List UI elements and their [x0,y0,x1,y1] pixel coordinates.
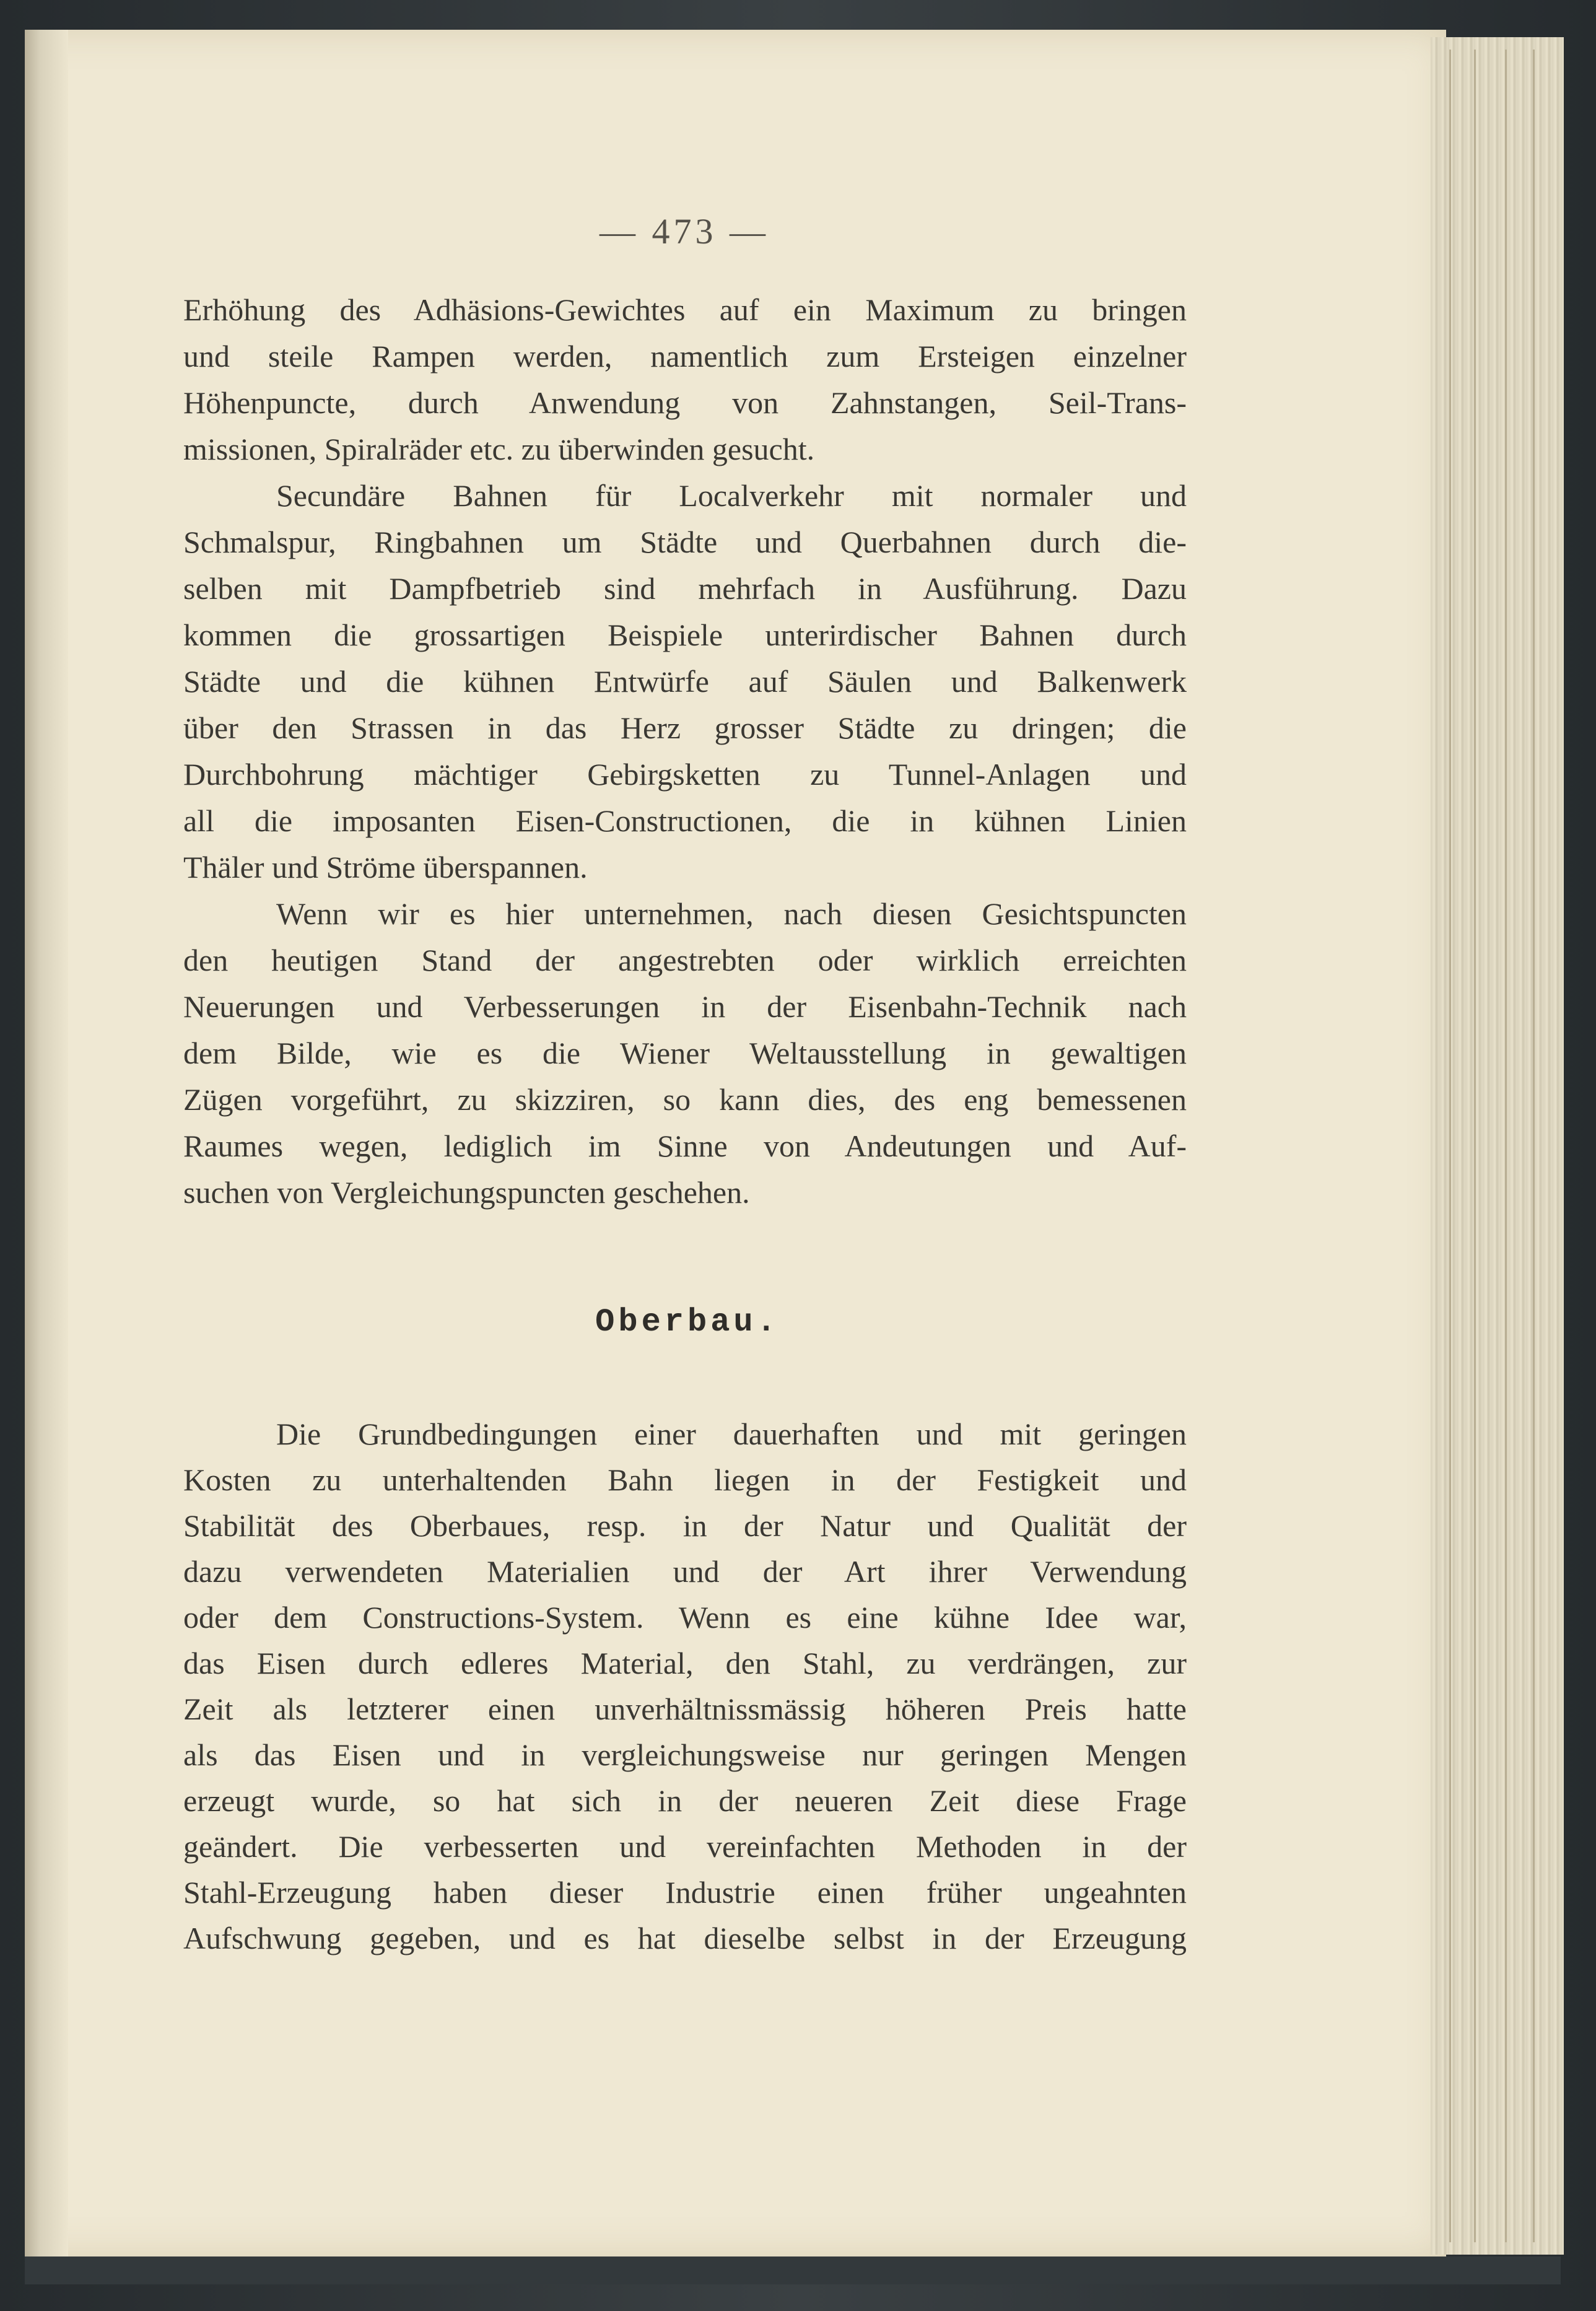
text-line: Schmalspur, Ringbahnen um Städte und Querbahnen durch die- [183,525,1187,559]
text-line: als das Eisen und in vergleichungsweise nur geringen Mengen [183,1737,1187,1772]
text-line: das Eisen durch edleres Material, den Stahl, zu verdrängen, zur [183,1646,1187,1680]
text-line: kommen die grossartigen Beispiele unterirdischer Bahnen durch [183,618,1187,652]
text-line: über den Strassen in das Herz grosser Städte zu dringen; die [183,710,1187,745]
text-line: Erhöhung des Adhäsions-Gewichtes auf ein Maximum zu bringen [183,292,1187,327]
text-line: Städte und die kühnen Entwürfe auf Säulen und Balkenwerk [183,664,1187,699]
text-line: Wenn wir es hier unternehmen, nach diesen Gesichtspuncten [276,896,1187,931]
text-line: Stabilität des Oberbaues, resp. in der Natur und Qualität der [183,1508,1187,1543]
text-line: selben mit Dampfbetrieb sind mehrfach in Ausführung. Dazu [183,571,1187,606]
text-line: Thäler und Ströme überspannen. [183,850,588,885]
text-line: Stahl-Erzeugung haben dieser Industrie einen früher ungeahnten [183,1875,1187,1910]
text-line: den heutigen Stand der angestrebten oder wirklich erreichten [183,943,1187,977]
text-line: Die Grundbedingungen einer dauerhaften und mit geringen [276,1417,1187,1451]
text-line: erzeugt wurde, so hat sich in der neueren Zeit diese Frage [183,1783,1187,1818]
text-line: Neuerungen und Verbesserungen in der Eisenbahn-Technik nach [183,989,1187,1024]
text-line: geändert. Die verbesserten und vereinfachten Methoden in der [183,1829,1187,1864]
text-line: dem Bilde, wie es die Wiener Weltausstellung in gewaltigen [183,1036,1187,1070]
text-line: all die imposanten Eisen-Constructionen, die in kühnen Linien [183,803,1187,838]
text-line: Durchbohrung mächtiger Gebirgsketten zu Tunnel-Anlagen und [183,757,1187,792]
section-heading: Oberbau. [595,1304,780,1340]
text-line: Raumes wegen, lediglich im Sinne von Andeutungen und Auf- [183,1129,1187,1163]
text-line: Aufschwung gegeben, und es hat dieselbe selbst in der Erzeugung [183,1921,1187,1955]
text-line: dazu verwendeten Materialien und der Art ihrer Verwendung [183,1554,1187,1589]
text-line: Zeit als letzterer einen unverhältnissmässig höheren Preis hatte [183,1692,1187,1726]
page-gutter [25,30,68,2256]
text-line: suchen von Vergleichungspuncten geschehen. [183,1175,750,1210]
text-line: Secundäre Bahnen für Localverkehr mit normaler und [276,478,1187,513]
text-line: missionen, Spiralräder etc. zu überwinden gesucht. [183,432,815,466]
text-line: und steile Rampen werden, namentlich zum Ersteigen einzelner [183,339,1187,374]
scan-bottom-band [25,2256,1561,2284]
text-line: Höhenpuncte, durch Anwendung von Zahnstangen, Seil-Trans- [183,385,1187,420]
text-line: Kosten zu unterhaltenden Bahn liegen in der Festigkeit und [183,1462,1187,1497]
book-fore-edge [1431,37,1564,2255]
text-line: oder dem Constructions-System. Wenn es eine kühne Idee war, [183,1600,1187,1635]
page-number: — 473 — [600,211,769,251]
text-line: Zügen vorgeführt, zu skizziren, so kann dies, des eng bemessenen [183,1082,1187,1117]
